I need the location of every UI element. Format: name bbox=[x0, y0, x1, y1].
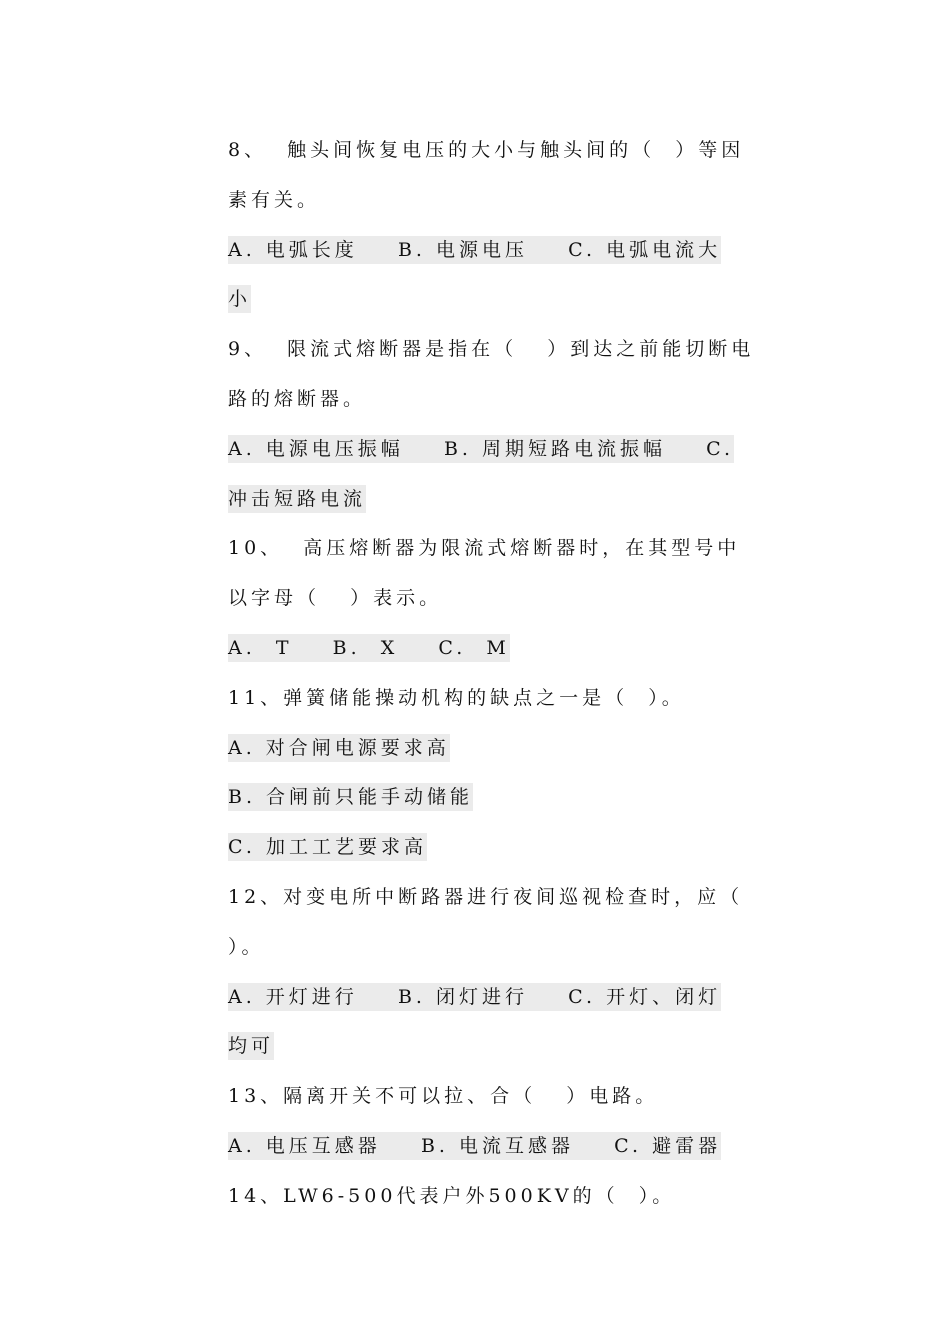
text-line: 以字母（ ）表示。 bbox=[228, 587, 443, 610]
option-line: A. T B. X C. M bbox=[228, 624, 728, 674]
text-line: 9、 限流式熔断器是指在（ ）到达之前能切断电 bbox=[228, 338, 755, 361]
text-line: 路的熔断器。 bbox=[228, 387, 367, 410]
text-line: 11、弹簧储能操动机构的缺点之一是（ ）。 bbox=[228, 686, 685, 709]
text-line: 10、 高压熔断器为限流式熔断器时，在其型号中 bbox=[228, 537, 741, 560]
option-line: 冲击短路电流 bbox=[228, 475, 728, 525]
text-line: 12、对变电所中断路器进行夜间巡视检查时，应（ bbox=[228, 885, 744, 908]
text-line: 13、隔离开关不可以拉、合（ ）电路。 bbox=[228, 1085, 659, 1108]
text-line: 素有关。 bbox=[228, 188, 321, 211]
option-line: A. 电源电压振幅 B. 周期短路电流振幅 C. bbox=[228, 425, 728, 475]
option-line: 均可 bbox=[228, 1022, 728, 1072]
option-line: A. 对合闸电源要求高 bbox=[228, 724, 728, 774]
document-page bbox=[228, 126, 755, 1222]
option-line: B. 合闸前只能手动储能 bbox=[228, 773, 728, 823]
option-line: A. 开灯进行 B. 闭灯进行 C. 开灯、闭灯 bbox=[228, 973, 728, 1023]
text-line: ）。 bbox=[228, 935, 265, 958]
option-line: A. 电弧长度 B. 电源电压 C. 电弧电流大 bbox=[228, 226, 728, 276]
text-line: 14、LW6-500代表户外500KV的（ ）。 bbox=[228, 1184, 676, 1207]
option-line: C. 加工工艺要求高 bbox=[228, 823, 728, 873]
text-line: 8、 触头间恢复电压的大小与触头间的（ ）等因 bbox=[228, 139, 745, 161]
option-line: A. 电压互感器 B. 电流互感器 C. 避雷器 bbox=[228, 1122, 728, 1172]
option-line: 小 bbox=[228, 275, 728, 325]
